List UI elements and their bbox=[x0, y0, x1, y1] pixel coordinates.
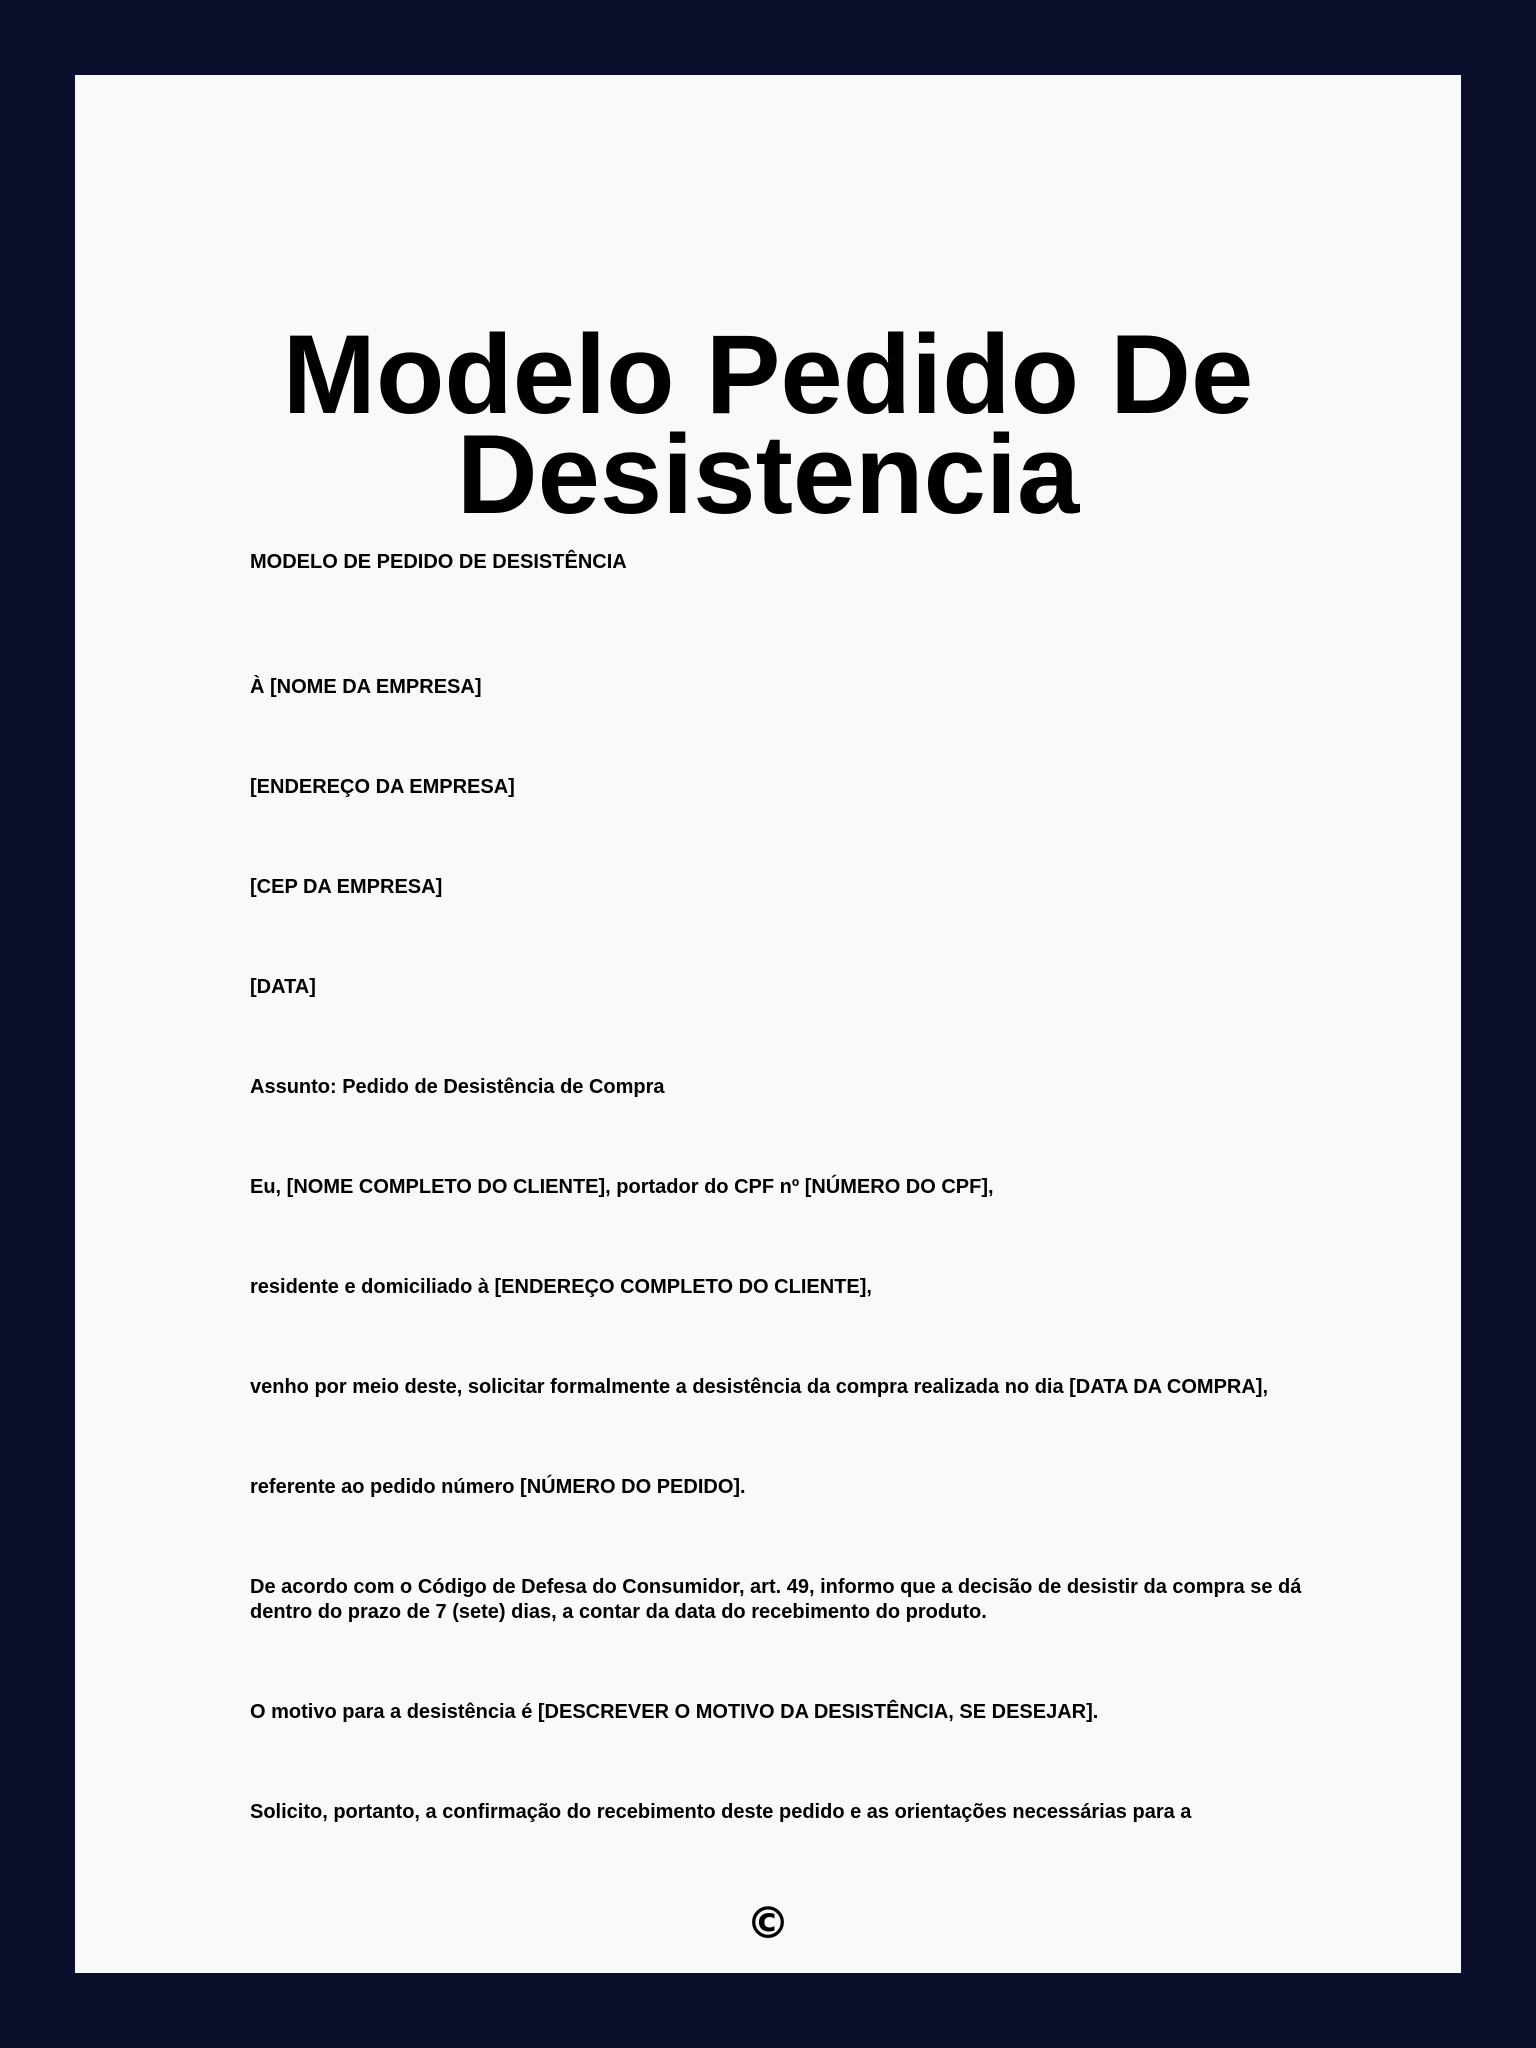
paragraph-client-address: residente e domiciliado à [ENDEREÇO COMPLETO DO CLIENTE], bbox=[250, 1276, 872, 1298]
recipient-company-name: À [NOME DA EMPRESA] bbox=[250, 676, 482, 698]
paragraph-request: venho por meio deste, solicitar formalmente a desistência da compra realizada no dia [DATA DA COMPRA], bbox=[250, 1376, 1269, 1398]
document-heading: MODELO DE PEDIDO DE DESISTÊNCIA bbox=[250, 551, 627, 573]
document-title bbox=[75, 312, 1461, 537]
recipient-company-address: [ENDEREÇO DA EMPRESA] bbox=[250, 776, 515, 798]
paragraph-confirmation-request: Solicito, portanto, a confirmação do recebimento deste pedido e as orientações necessárias para a bbox=[250, 1801, 1192, 1823]
copyright-icon: © bbox=[746, 1898, 790, 1949]
letter-subject: Assunto: Pedido de Desistência de Compra bbox=[250, 1076, 665, 1098]
paragraph-reason: O motivo para a desistência é [DESCREVER O MOTIVO DA DESISTÊNCIA, SE DESEJAR]. bbox=[250, 1701, 1099, 1723]
title-line-1: Modelo Pedido De bbox=[282, 312, 1254, 437]
title-line-2: Desistencia bbox=[456, 412, 1080, 537]
letter-date: [DATA] bbox=[250, 976, 316, 998]
paragraph-order-reference: referente ao pedido número [NÚMERO DO PEDIDO]. bbox=[250, 1476, 746, 1498]
paragraph-legal-basis: De acordo com o Código de Defesa do Consumidor, art. 49, informo que a decisão de desistir da compra se dá dentro do prazo de 7 (sete) dias, a contar da data do recebimento do produto. bbox=[250, 1576, 1302, 1623]
paragraph-client-identification: Eu, [NOME COMPLETO DO CLIENTE], portador do CPF nº [NÚMERO DO CPF], bbox=[250, 1176, 994, 1198]
document-page bbox=[75, 75, 1461, 1973]
recipient-company-cep: [CEP DA EMPRESA] bbox=[250, 876, 443, 898]
